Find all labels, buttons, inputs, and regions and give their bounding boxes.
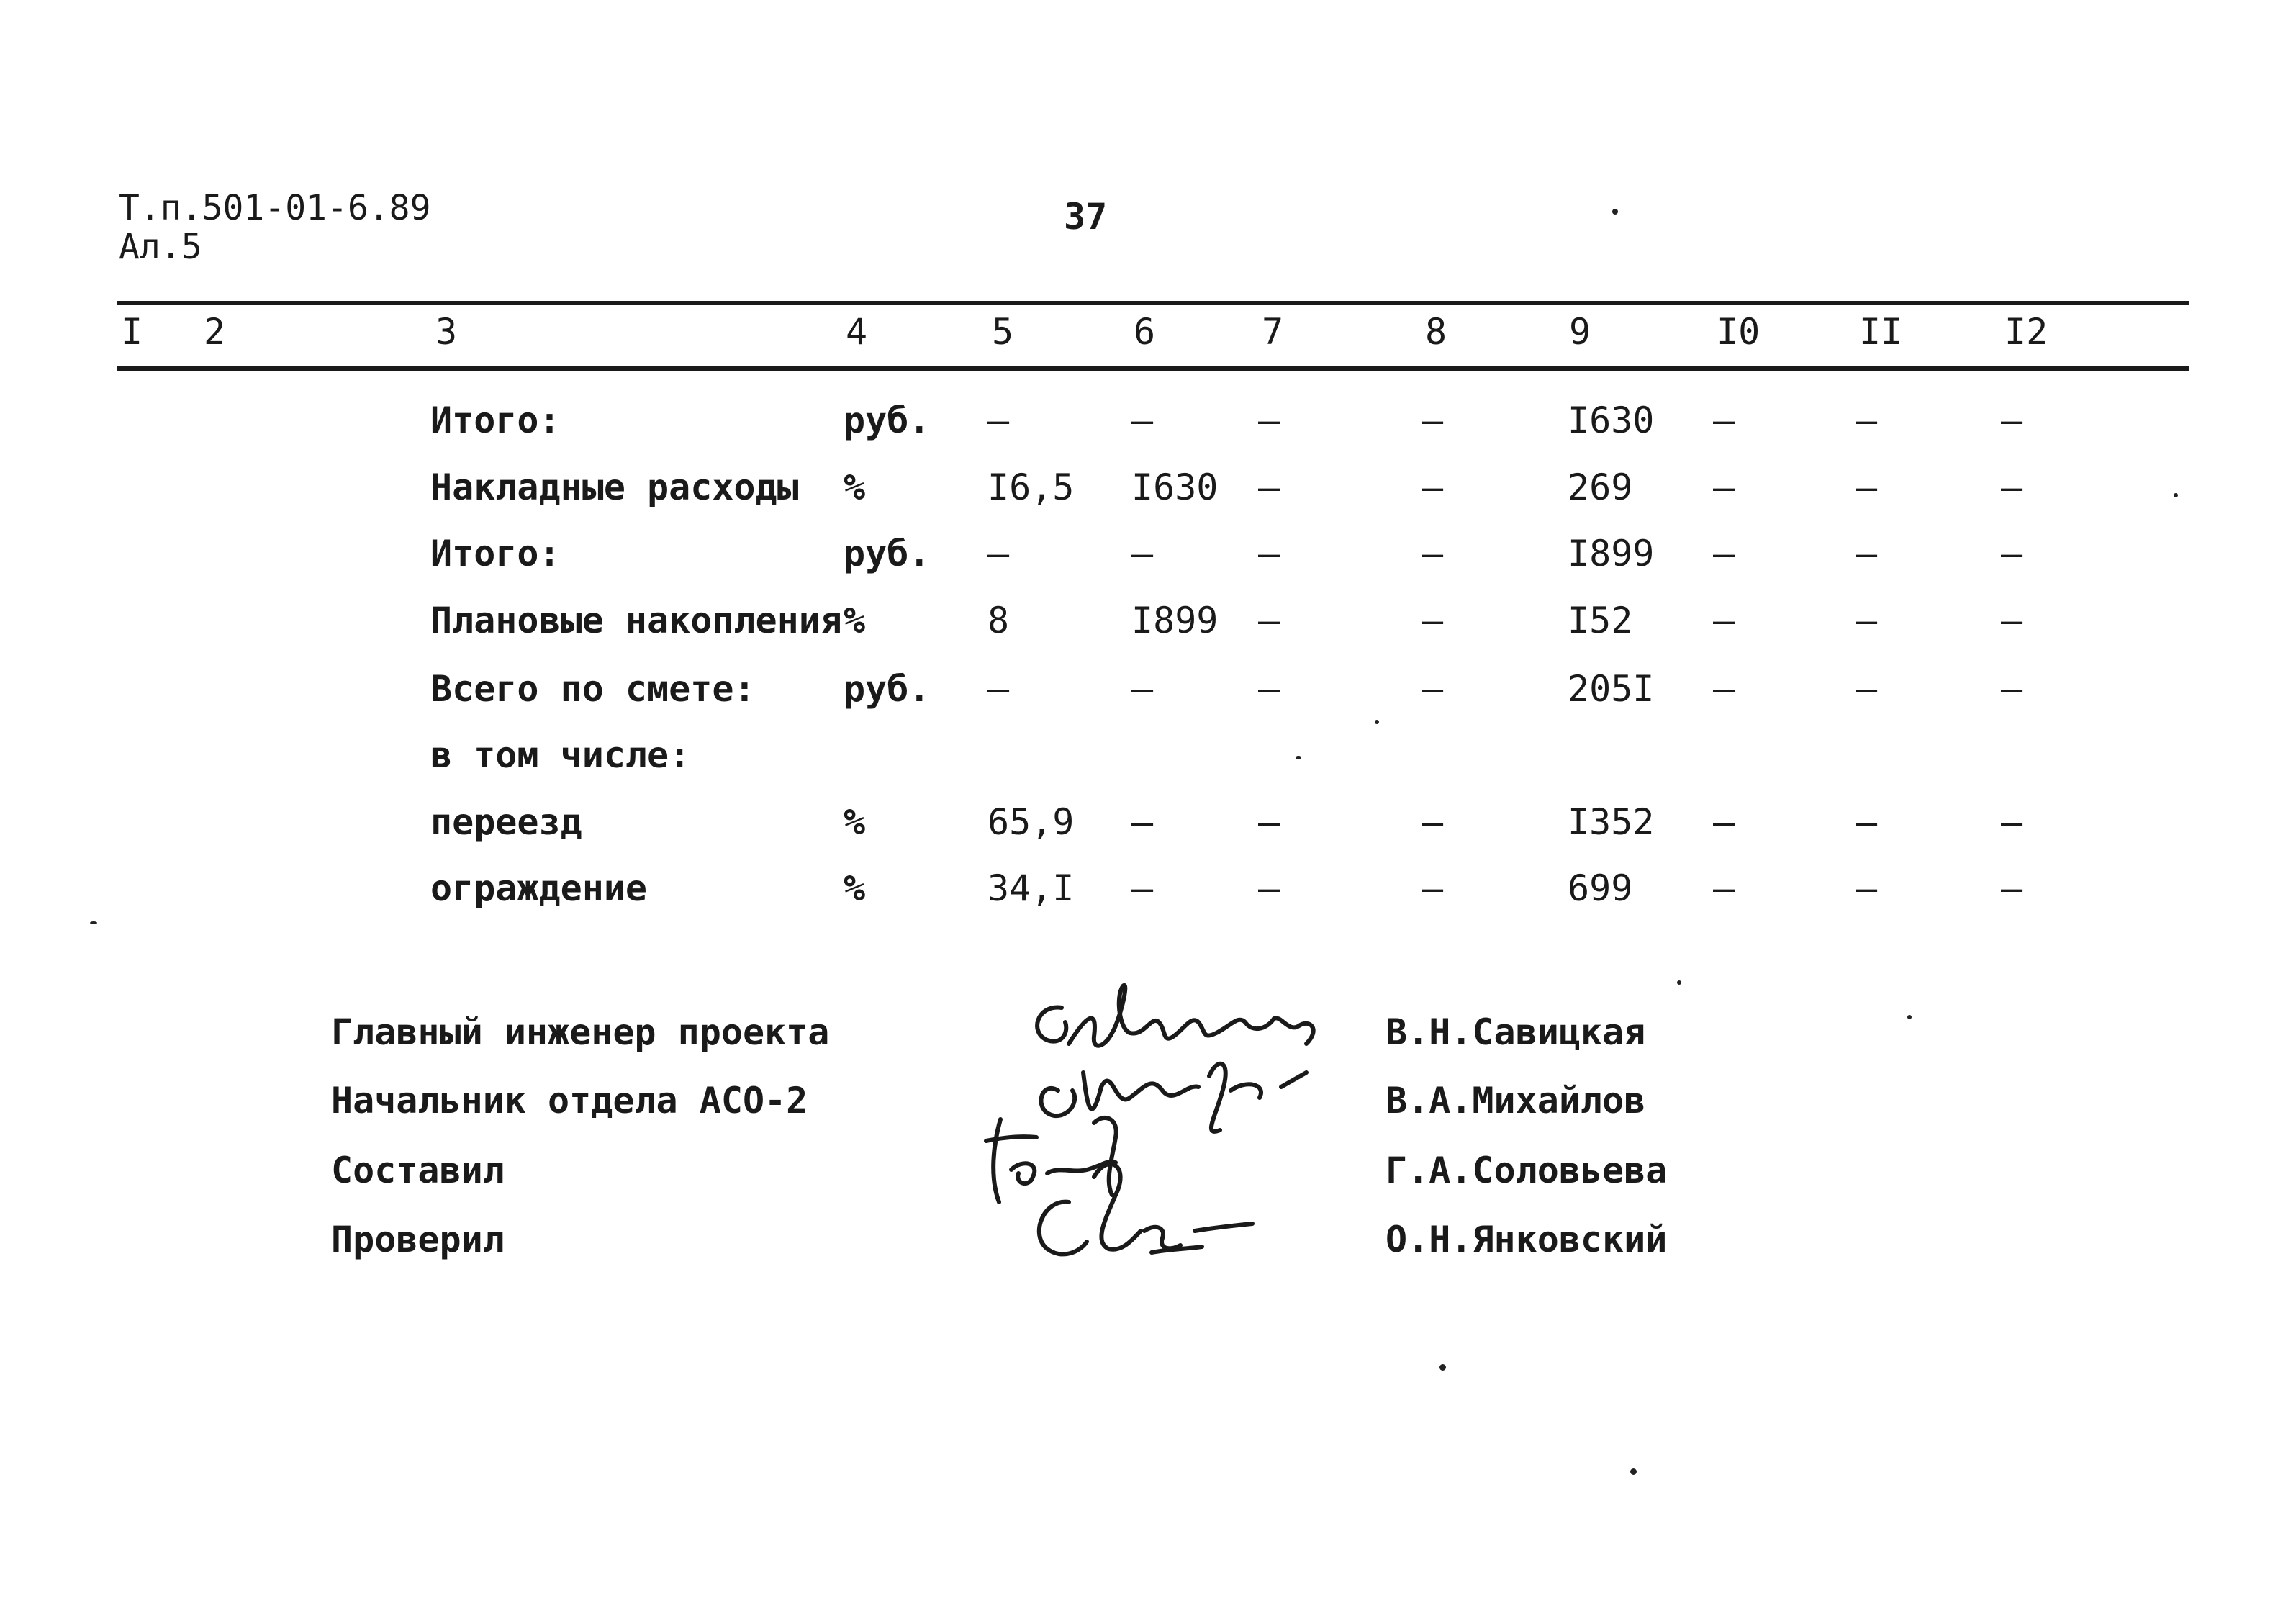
table-cell: –	[1258, 801, 1280, 843]
scan-speck	[1630, 1468, 1637, 1475]
table-cell: –	[1856, 533, 1878, 574]
table-row	[0, 400, 2296, 464]
table-cell: –	[1856, 600, 1878, 641]
scan-speck	[1296, 756, 1301, 759]
column-number: II	[1859, 311, 1903, 353]
column-number: 3	[435, 311, 458, 353]
table-cell: 8	[987, 600, 1010, 641]
signature-role: Проверил	[331, 1219, 505, 1260]
row-label: Накладные расходы	[430, 466, 799, 508]
table-cell: I52	[1568, 600, 1633, 641]
sheet-label: Ал.5	[119, 227, 202, 267]
table-cell: –	[1422, 801, 1444, 843]
signature-name: Г.А.Соловьева	[1386, 1150, 1668, 1191]
signature-role: Составил	[331, 1150, 505, 1191]
column-number: 7	[1262, 311, 1284, 353]
table-cell: –	[1713, 867, 1735, 909]
row-label: ограждение	[430, 867, 648, 909]
table-cell: –	[1856, 668, 1878, 710]
table-row	[0, 734, 2296, 799]
table-cell: –	[1422, 600, 1444, 641]
row-unit: %	[844, 466, 866, 508]
table-cell: –	[987, 668, 1010, 710]
table-cell: –	[1422, 400, 1444, 441]
table-cell: I630	[1568, 400, 1655, 441]
column-number: I	[121, 311, 143, 353]
table-cell: –	[2001, 400, 2023, 441]
table-cell: –	[1713, 801, 1735, 843]
row-unit: %	[844, 867, 866, 909]
table-cell: I630	[1131, 466, 1219, 508]
table-cell: 65,9	[987, 801, 1075, 843]
signature-role: Начальник отдела АСО-2	[331, 1080, 808, 1121]
table-cell: –	[2001, 801, 2023, 843]
table-cell: –	[1713, 400, 1735, 441]
table-cell: –	[1131, 668, 1154, 710]
signature-name: О.Н.Янковский	[1386, 1219, 1668, 1260]
row-unit: %	[844, 600, 866, 641]
row-label: Плановые накопления	[430, 600, 842, 641]
table-cell: –	[1713, 668, 1735, 710]
table-cell: –	[1258, 867, 1280, 909]
table-cell: I899	[1131, 600, 1219, 641]
table-cell: –	[1258, 533, 1280, 574]
row-unit: %	[844, 801, 866, 843]
page-number: 37	[1064, 196, 1108, 238]
signature-role: Главный инженер проекта	[331, 1011, 830, 1053]
table-cell: 269	[1568, 466, 1633, 508]
table-cell: –	[1713, 533, 1735, 574]
table-cell: –	[1422, 466, 1444, 508]
table-cell: –	[1422, 867, 1444, 909]
row-label: Итого:	[430, 533, 561, 574]
column-number: 9	[1569, 311, 1591, 353]
table-cell: 699	[1568, 867, 1633, 909]
table-cell: I352	[1568, 801, 1655, 843]
scan-speck	[1439, 1364, 1446, 1371]
signature-yankovsky	[1039, 1164, 1252, 1254]
table-cell: –	[1856, 867, 1878, 909]
table-cell: –	[2001, 867, 2023, 909]
table-cell: –	[1422, 668, 1444, 710]
signature-name: В.Н.Савицкая	[1386, 1011, 1646, 1053]
table-cell: –	[987, 400, 1010, 441]
signature-name: В.А.Михайлов	[1386, 1080, 1646, 1121]
row-unit: руб.	[844, 400, 931, 441]
table-row	[0, 533, 2296, 597]
scan-speck	[2174, 493, 2178, 497]
scan-speck	[1612, 209, 1618, 215]
table-top-rule	[117, 301, 2189, 305]
column-number: 8	[1425, 311, 1447, 353]
column-number: 5	[992, 311, 1014, 353]
column-number: 6	[1134, 311, 1156, 353]
table-cell: –	[1856, 801, 1878, 843]
document-reference	[119, 189, 430, 266]
table-cell: –	[1258, 466, 1280, 508]
table-cell: –	[2001, 600, 2023, 641]
scan-speck	[1907, 1015, 1912, 1019]
document-code: Т.п.501-01-6.89	[119, 188, 431, 228]
table-cell: –	[1856, 400, 1878, 441]
table-row	[0, 801, 2296, 866]
handwritten-signatures	[914, 965, 1360, 1281]
table-cell: I6,5	[987, 466, 1075, 508]
table-row	[0, 867, 2296, 932]
signature-mikhailov	[1041, 1064, 1306, 1132]
row-label: переезд	[430, 801, 582, 843]
table-cell: 34,I	[987, 867, 1075, 909]
table-cell: –	[1131, 801, 1154, 843]
scan-speck	[1677, 980, 1681, 985]
table-row	[0, 668, 2296, 733]
column-number: 2	[204, 311, 226, 353]
table-cell: –	[1713, 600, 1735, 641]
table-cell: –	[1856, 466, 1878, 508]
column-number: I0	[1717, 311, 1761, 353]
table-row	[0, 600, 2296, 664]
row-label: Всего по смете:	[430, 668, 756, 710]
column-number: I2	[2005, 311, 2048, 353]
table-cell: –	[1131, 867, 1154, 909]
row-label: Итого:	[430, 400, 561, 441]
table-cell: –	[1131, 533, 1154, 574]
row-unit: руб.	[844, 533, 931, 574]
table-cell: –	[1422, 533, 1444, 574]
table-cell: I899	[1568, 533, 1655, 574]
table-cell: –	[1258, 668, 1280, 710]
row-unit: руб.	[844, 668, 931, 710]
table-cell: –	[2001, 668, 2023, 710]
row-label: в том числе:	[430, 734, 691, 776]
scan-speck	[90, 921, 97, 924]
table-cell: –	[1258, 400, 1280, 441]
table-cell: –	[1258, 600, 1280, 641]
table-cell: –	[2001, 533, 2023, 574]
table-header-rule	[117, 366, 2189, 371]
table-cell: 205I	[1568, 668, 1655, 710]
scan-speck	[1375, 720, 1379, 724]
table-cell: –	[987, 533, 1010, 574]
column-number: 4	[846, 311, 868, 353]
table-cell: –	[1131, 400, 1154, 441]
signature-solovieva	[986, 1118, 1116, 1202]
table-row	[0, 466, 2296, 531]
signature-savitskaya	[1037, 985, 1314, 1046]
table-cell: –	[2001, 466, 2023, 508]
table-cell: –	[1713, 466, 1735, 508]
